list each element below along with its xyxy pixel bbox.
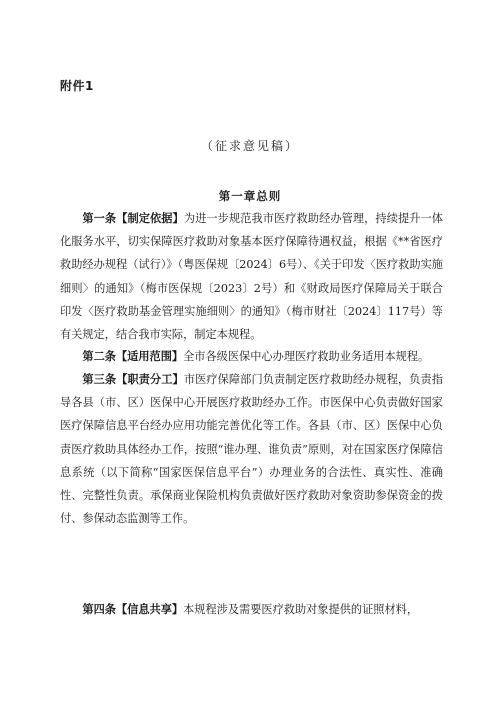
- article-text: 市医疗保障部门负责制定医疗救助经办规程，负责指导各县（市、区）医保中心开展医疗救助经办工作。市医保中心负责做好国家医疗保障信息平台经办应用功能完善优化等工作。各县（市、区）医保中心负责医疗救助具体经办工作，按照“谁办理、谁负责”原则，对在国家医疗保障信息系统（以下简称“国家医保信息平台”）办理业务的合法性、真实性、准确性、完整性负责。承保商业保险机构负责做好医疗救助对象资助参保资金的拨付、参保动态监测等工作。: [60, 373, 443, 526]
- article-1: [60, 207, 443, 346]
- article-heading: 第二条【适用范围】: [82, 350, 184, 363]
- article-2: [60, 345, 443, 368]
- draft-note: （征求意见稿）: [200, 139, 299, 153]
- article-text: 全市各级医保中心办理医疗救助业务适用本规程。: [183, 350, 430, 363]
- article-4: [60, 598, 443, 621]
- article-text: 为进一步规范我市医疗救助经办管理，持续提升一体化服务水平，切实保障医疗救助对象基本医疗保障待遇权益，根据《**省医疗救助经办规程（试行）》（粤医保规〔2024〕6号）、《关于印发〈医疗救助实施细则〉的通知》（梅市医保规〔2023〕2号）和《财政局医疗保障局关于联合印发〈医疗救助基金管理实施细则〉的通知》（梅市财社〔2024〕117号）等有关规定，结合我市实际，制定本规程。: [60, 212, 443, 342]
- article-heading: 第三条【职责分工】: [82, 373, 184, 386]
- attachment-label: 附件1: [60, 79, 94, 93]
- article-text: 本规程涉及需要医疗救助对象提供的证照材料，: [183, 603, 419, 616]
- article-3: [60, 368, 443, 530]
- article-heading: 第四条【信息共享】: [82, 603, 184, 616]
- article-heading: 第一条【制定依据】: [82, 212, 184, 225]
- chapter-title: 第一章总则: [218, 189, 282, 203]
